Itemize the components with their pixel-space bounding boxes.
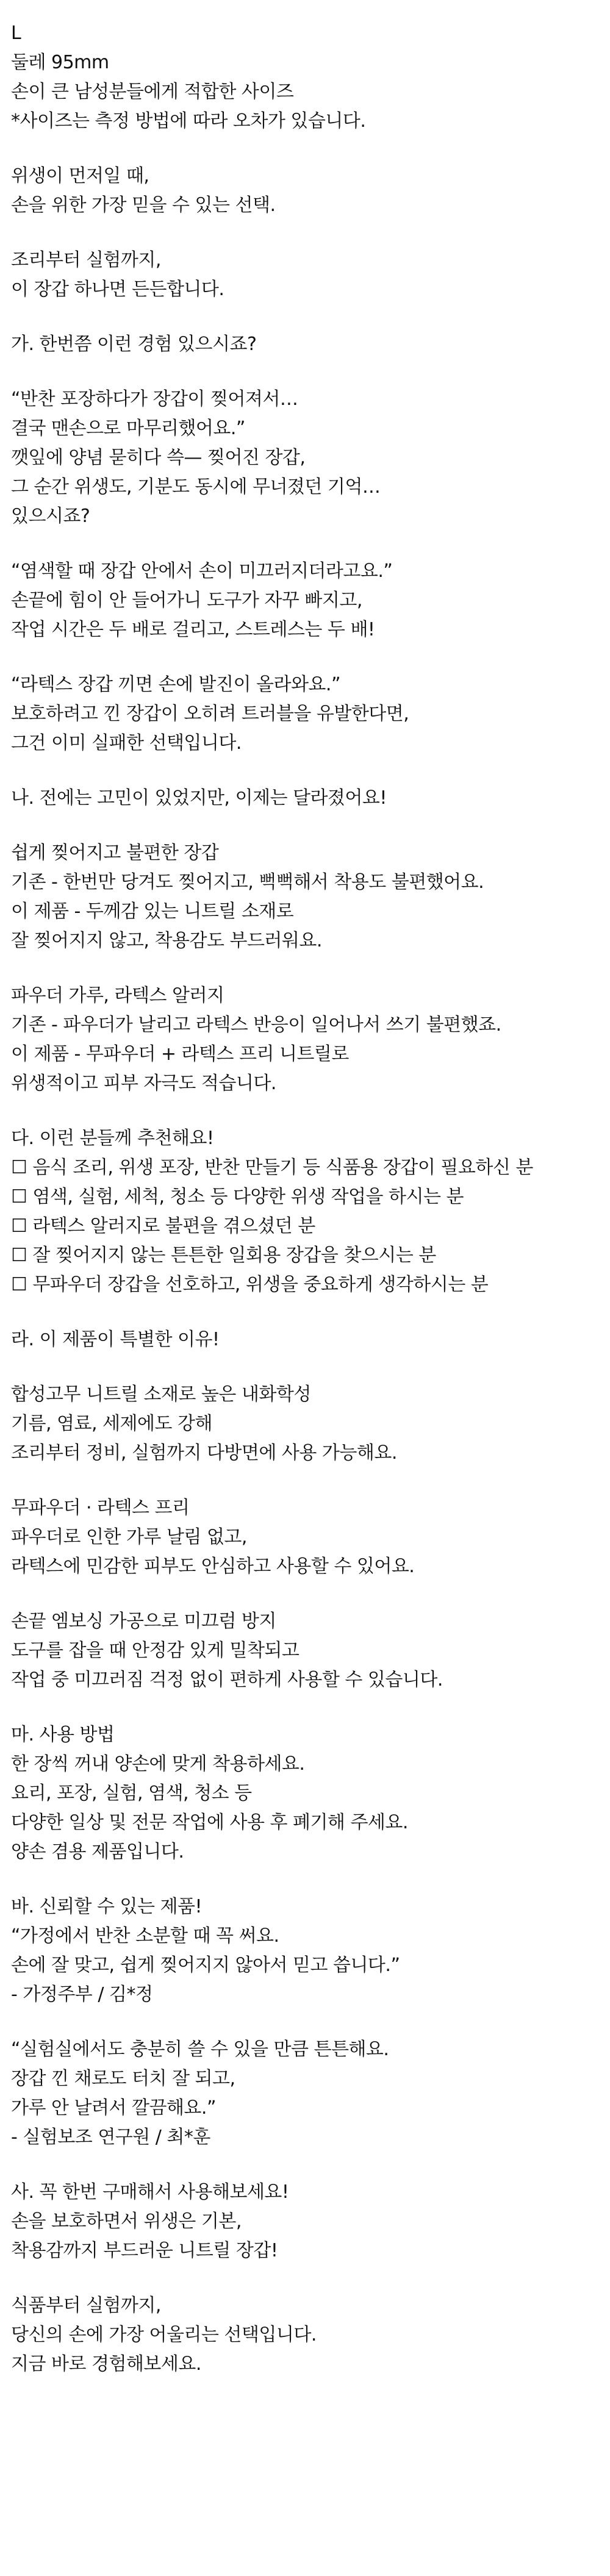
text-line: 손끝 엠보싱 가공으로 미끄럼 방지 bbox=[11, 1611, 276, 1632]
text-line: “반찬 포장하다가 장갑이 찢어져서… bbox=[11, 388, 298, 410]
text-line: 기름, 염료, 세제에도 강해 bbox=[11, 1413, 212, 1434]
text-line: ☐ 음식 조리, 위생 포장, 반찬 만들기 등 식품용 장갑이 필요하신 분 bbox=[11, 1157, 533, 1178]
text-line: 그건 이미 실패한 선택입니다. bbox=[11, 732, 242, 754]
text-line: 다. 이런 분들께 추천해요! bbox=[11, 1128, 214, 1149]
text-line: *사이즈는 측정 방법에 따라 오차가 있습니다. bbox=[11, 110, 366, 132]
text-line: 손끝에 힘이 안 들어가니 도구가 자꾸 빠지고, bbox=[11, 590, 362, 611]
text-line: 식품부터 실험까지, bbox=[11, 2295, 161, 2316]
text-line: 마. 사용 방법 bbox=[11, 1724, 115, 1745]
text-line: 장갑 낀 채로도 터치 잘 되고, bbox=[11, 2068, 235, 2089]
text-line: - 실험보조 연구원 / 최*훈 bbox=[11, 2127, 210, 2148]
text-line: 손을 보호하면서 위생은 기본, bbox=[11, 2211, 242, 2232]
text-line: 파우더로 인한 가루 날림 없고, bbox=[11, 1526, 247, 1548]
text-line: 지금 바로 경험해보세요. bbox=[11, 2353, 201, 2375]
text-line: 한 장씩 꺼내 양손에 맞게 착용하세요. bbox=[11, 1753, 305, 1775]
text-line: 라텍스에 민감한 피부도 안심하고 사용할 수 있어요. bbox=[11, 1556, 415, 1577]
text-line: 손이 큰 남성분들에게 적합한 사이즈 bbox=[11, 81, 294, 102]
text-line: 깻잎에 양념 묻히다 쓱— 찢어진 장갑, bbox=[11, 447, 306, 468]
text-line: 작업 시간은 두 배로 걸리고, 스트레스는 두 배! bbox=[11, 619, 375, 640]
text-line: 양손 겸용 제품입니다. bbox=[11, 1841, 184, 1862]
text-line: 이 제품 - 두께감 있는 니트릴 소재로 bbox=[11, 901, 294, 922]
text-line: 둘레 95mm bbox=[11, 52, 109, 73]
text-line: ☐ 잘 찢어지지 않는 튼튼한 일회용 장갑을 찾으시는 분 bbox=[11, 1245, 436, 1266]
text-line: 가. 한번쯤 이런 경험 있으시죠? bbox=[11, 334, 257, 355]
text-line: ☐ 라텍스 알러지로 불편을 겪으셨던 분 bbox=[11, 1215, 315, 1237]
text-line: 바. 신뢰할 수 있는 제품! bbox=[11, 1896, 203, 1917]
text-line: - 가정주부 / 김*정 bbox=[11, 1984, 153, 2005]
text-line: “염색할 때 장갑 안에서 손이 미끄러지더라고요.” bbox=[11, 560, 393, 582]
text-line: “라텍스 장갑 끼면 손에 발진이 올라와요.” bbox=[11, 674, 340, 695]
text-line: “가정에서 반찬 소분할 때 꼭 써요. bbox=[11, 1925, 279, 1947]
text-line: 손을 위한 가장 믿을 수 있는 선택. bbox=[11, 195, 276, 216]
text-line: 다양한 일상 및 전문 작업에 사용 후 폐기해 주세요. bbox=[11, 1812, 408, 1833]
text-line: 파우더 가루, 라텍스 알러지 bbox=[11, 985, 224, 1006]
text-line: 보호하려고 낀 장갑이 오히려 트러블을 유발한다면, bbox=[11, 703, 409, 724]
text-line: 작업 중 미끄러짐 걱정 없이 편하게 사용할 수 있습니다. bbox=[11, 1669, 443, 1690]
text-line: 조리부터 실험까지, bbox=[11, 249, 161, 271]
text-line: 결국 맨손으로 마무리했어요.” bbox=[11, 418, 245, 439]
text-line: 라. 이 제품이 특별한 이유! bbox=[11, 1329, 220, 1350]
text-line: 잘 찢어지지 않고, 착용감도 부드러워요. bbox=[11, 930, 322, 951]
text-line: 사. 꼭 한번 구매해서 사용해보세요! bbox=[11, 2181, 289, 2203]
text-line: 가루 안 날려서 깔끔해요.” bbox=[11, 2097, 216, 2119]
text-line: 합성고무 니트릴 소재로 높은 내화학성 bbox=[11, 1384, 311, 1405]
text-line: 쉽게 찢어지고 불편한 장갑 bbox=[11, 842, 219, 864]
text-line: 조리부터 정비, 실험까지 다방면에 사용 가능해요. bbox=[11, 1442, 397, 1464]
text-line: 이 제품 - 무파우더 + 라텍스 프리 니트릴로 bbox=[11, 1043, 349, 1065]
text-line: ☐ 무파우더 장갑을 선호하고, 위생을 중요하게 생각하시는 분 bbox=[11, 1274, 489, 1295]
text-line: 당신의 손에 가장 어울리는 선택입니다. bbox=[11, 2324, 317, 2345]
text-line: “실험실에서도 충분히 쓸 수 있을 만큼 튼튼해요. bbox=[11, 2039, 389, 2060]
text-line: ☐ 염색, 실험, 세척, 청소 등 다양한 위생 작업을 하시는 분 bbox=[11, 1186, 464, 1208]
text-line: 요리, 포장, 실험, 염색, 청소 등 bbox=[11, 1783, 252, 1804]
text-line: 손에 잘 맞고, 쉽게 찢어지지 않아서 믿고 씁니다.” bbox=[11, 1955, 400, 1976]
text-line: 착용감까지 부드러운 니트릴 장갑! bbox=[11, 2240, 278, 2261]
text-line: 기존 - 한번만 당겨도 찢어지고, 뻑뻑해서 착용도 불편했어요. bbox=[11, 871, 484, 893]
text-line: 무파우더 · 라텍스 프리 bbox=[11, 1497, 190, 1519]
text-line: 기존 - 파우더가 날리고 라텍스 반응이 일어나서 쓰기 불편했죠. bbox=[11, 1014, 501, 1036]
text-line: 있으시죠? bbox=[11, 506, 90, 527]
text-line: 이 장갑 하나면 든든합니다. bbox=[11, 279, 224, 300]
text-line: 나. 전에는 고민이 있었지만, 이제는 달라졌어요! bbox=[11, 787, 387, 809]
text-line: 위생적이고 피부 자극도 적습니다. bbox=[11, 1073, 276, 1094]
text-line: 도구를 잡을 때 안정감 있게 밀착되고 bbox=[11, 1640, 300, 1661]
text-line: 그 순간 위생도, 기분도 동시에 무너졌던 기억… bbox=[11, 476, 381, 498]
text-line: 위생이 먼저일 때, bbox=[11, 165, 149, 187]
text-line: L bbox=[11, 23, 21, 44]
